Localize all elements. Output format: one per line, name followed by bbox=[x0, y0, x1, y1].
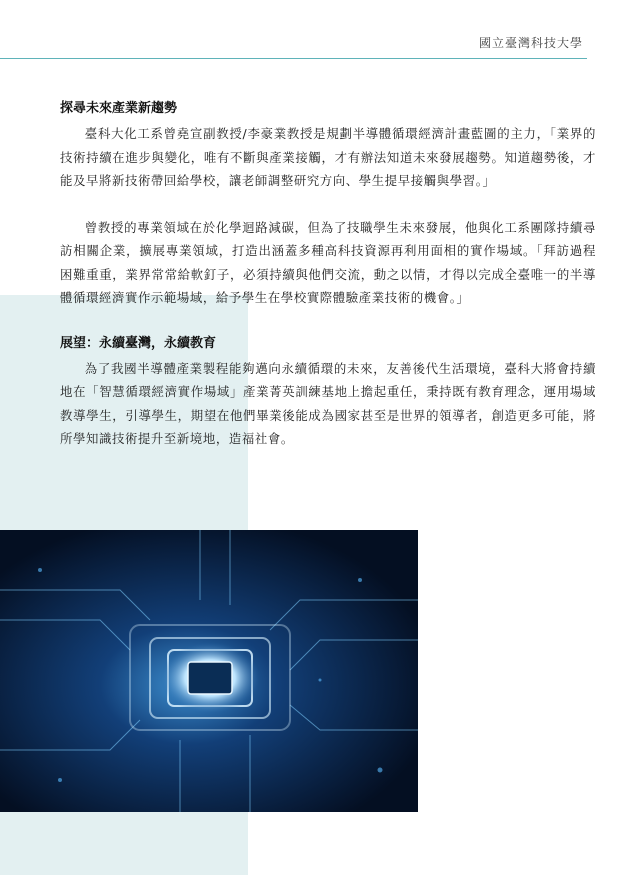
article-body bbox=[60, 98, 596, 451]
chip-illustration bbox=[0, 530, 418, 812]
header-school-name: 國立臺灣科技大學 bbox=[478, 36, 583, 50]
paragraph-trends-2: 曾教授的專業領域在於化學迴路減碳，但為了技職學生未來發展，他與化工系團隊持續尋訪相關企業，擴展專業領域，打造出涵蓋多種高科技資源再利用面相的實作場域。「拜訪過程困難重重，業界常常給軟釘子，必須持續與他們交流，動之以情，才得以完成全臺唯一的半導體循環經濟實作示範場域，給予學生在學校實際體驗產業技術的機會。」 bbox=[60, 219, 596, 305]
header-divider bbox=[0, 58, 587, 59]
paragraph-outlook-1: 為了我國半導體產業製程能夠邁向永續循環的未來，友善後代生活環境，臺科大將會持續地在「智慧循環經濟實作場域」產業菁英訓練基地上擔起重任，秉持既有教育理念，運用場域教導學生，引導學生，期望在他們畢業後能成為國家甚至是世界的領導者，創造更多可能，將所學知識技術提升至新境地，造福社會。 bbox=[60, 360, 596, 446]
semiconductor-chip-image bbox=[0, 530, 418, 812]
paragraph-gap bbox=[60, 310, 596, 333]
section-heading-outlook: 展望：永續臺灣，永續教育 bbox=[60, 335, 217, 351]
paragraph-gap bbox=[60, 193, 596, 216]
section-heading-trends: 探尋未來產業新趨勢 bbox=[60, 101, 178, 116]
paragraph-trends-1: 臺科大化工系曾堯宣副教授/李豪業教授是規劃半導體循環經濟計畫藍圖的主力，「業界的技術持續在進步與變化，唯有不斷與產業接觸，才有辦法知道未來發展趨勢。知道趨勢後，才能及早將新技術帶回給學校，讓老師調整研究方向、學生提早接觸與學習。」 bbox=[60, 126, 596, 188]
